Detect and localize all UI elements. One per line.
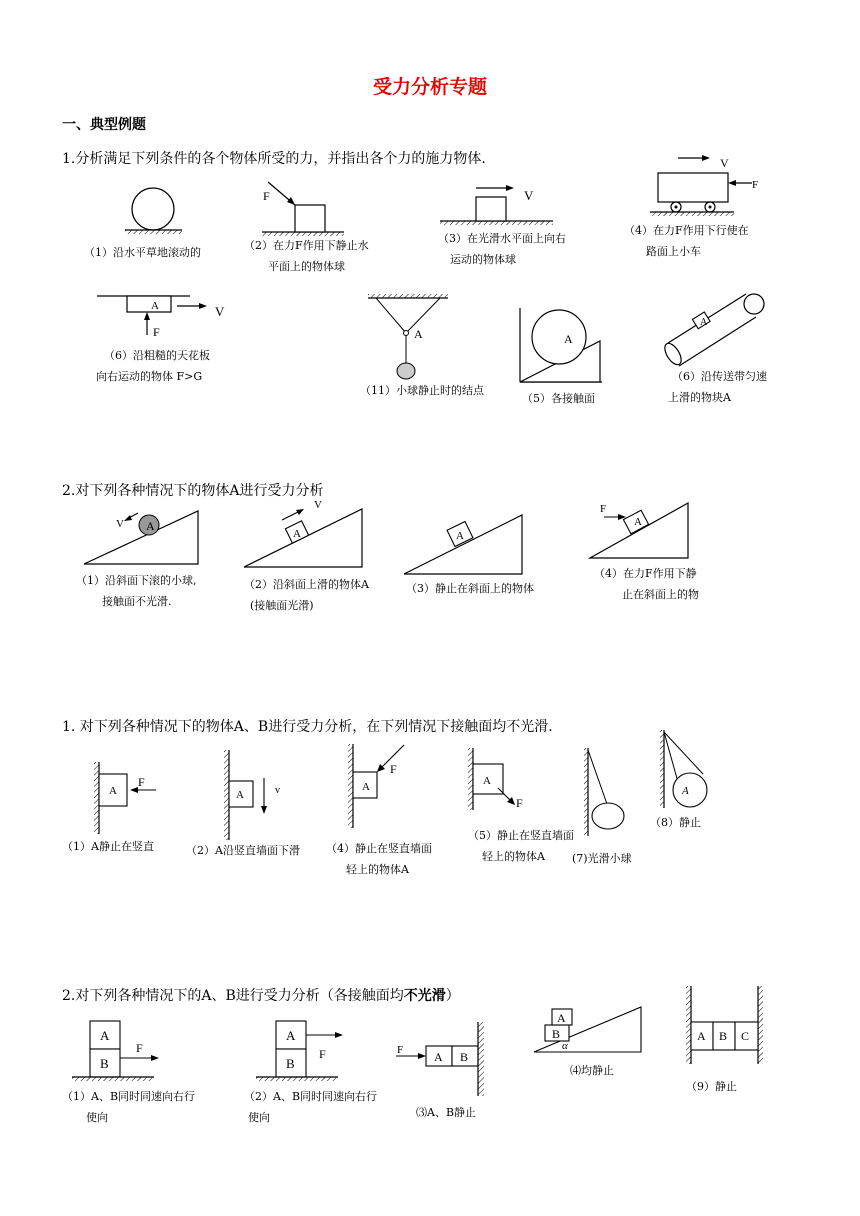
caption-q2-4: （4）在力F作用下静 止在斜面上的物 (594, 567, 699, 601)
svg-text:V: V (314, 499, 322, 511)
caption-q4-5: （9）静止 (686, 1080, 737, 1093)
conveyor-diagram (666, 290, 776, 372)
stacked-blocks-force-b-diagram (70, 1018, 180, 1086)
svg-text:F: F (138, 775, 145, 789)
page-title: 受力分析专题 (372, 76, 487, 98)
rolling-ball-diagram (120, 185, 190, 235)
hanging-ball-static-diagram (658, 728, 724, 810)
svg-text:A: A (456, 530, 464, 542)
hanging-ball-wall-diagram (582, 746, 632, 838)
rolling-ball-incline-diagram (82, 505, 202, 567)
section-heading: 一、典型例题 (62, 117, 146, 133)
svg-text:A: A (557, 1011, 566, 1025)
caption-q3-5: (7)光滑小球 (572, 852, 632, 865)
svg-text:V: V (720, 156, 729, 170)
svg-text:α: α (562, 1040, 568, 1052)
knot-diagram (364, 293, 454, 388)
caption-q1-2: （2）在力F作用下静止水 平面上的物体球 (244, 239, 369, 273)
caption-q1-1: （1）沿水平草地滚动的 (84, 246, 201, 259)
svg-text:F: F (752, 179, 759, 191)
sliding-block-incline-diagram (242, 495, 367, 570)
static-block-incline-diagram (402, 512, 524, 576)
caption-q4-1: （1）A、B同时同速向右行 使向 (62, 1090, 196, 1124)
svg-text:A: A (100, 1028, 110, 1043)
svg-text:F: F (600, 503, 607, 515)
svg-text:A: A (697, 1029, 706, 1043)
caption-q1-6: （11）小球静止时的结点 (360, 384, 484, 397)
velocity-label: V (524, 188, 534, 203)
svg-text:A: A (414, 327, 423, 341)
svg-text:B: B (100, 1056, 109, 1071)
caption-q1-8: （6）沿传送带匀速 上滑的物块A (668, 370, 767, 404)
caption-q4-2: （2）A、B同时同速向右行 使向 (244, 1090, 378, 1124)
force-block-incline-diagram (588, 500, 693, 560)
svg-text:B: B (552, 1027, 561, 1041)
blocks-on-incline-diagram (532, 1005, 644, 1057)
svg-text:V: V (116, 518, 124, 530)
ceiling-block-diagram (95, 290, 235, 340)
svg-text:A: A (236, 789, 244, 801)
svg-text:F: F (397, 1044, 404, 1056)
svg-text:A: A (362, 781, 370, 793)
svg-text:A: A (564, 332, 573, 346)
caption-q3-6: （8）静止 (650, 816, 701, 829)
svg-text:A: A (483, 775, 491, 787)
svg-text:F: F (153, 325, 160, 339)
caption-q2-1: （1）沿斜面下滚的小球, 接触面不光滑. (76, 574, 197, 608)
caption-q1-5: （6）沿粗糙的天花板 向右运动的物体 F>G (96, 349, 210, 383)
wall-block-force-diagram (92, 760, 172, 836)
wall-block-pushed-diagram (346, 742, 416, 830)
blocks-against-wall-diagram (394, 1020, 494, 1100)
caption-q4-3: ⑶A、B静止 (416, 1106, 477, 1119)
svg-text:F: F (319, 1047, 326, 1061)
caption-q3-4: （5）静止在竖直墙面 轻上的物体A (468, 829, 574, 863)
svg-text:F: F (136, 1041, 143, 1055)
svg-text:C: C (741, 1029, 750, 1043)
svg-text:A: A (293, 528, 301, 540)
stacked-blocks-force-a-diagram (254, 1018, 354, 1086)
caption-q1-7: （5）各接触面 (522, 392, 595, 405)
caption-q4-4: ⑷均静止 (570, 1064, 614, 1077)
caption-q3-2: （2）A沿竖直墙面下滑 (186, 844, 300, 857)
caption-q3-1: （1）A静止在竖直 (62, 840, 154, 853)
svg-text:A: A (434, 1050, 443, 1064)
wall-block-sliding-diagram (222, 748, 292, 842)
svg-text:A: A (109, 785, 117, 797)
svg-text:B: B (460, 1050, 469, 1064)
force-label: F (263, 189, 270, 203)
block-force-diagram (258, 178, 348, 238)
caption-q1-3: （3）在光滑水平面上向右 运动的物体球 (438, 232, 566, 266)
svg-text:B: B (286, 1056, 295, 1071)
question-2-text: 2.对下列各种情况下的物体A进行受力分析 (62, 483, 324, 499)
svg-text:B: B (719, 1029, 728, 1043)
ball-contact-diagram (516, 305, 606, 387)
svg-text:F: F (390, 762, 397, 776)
wall-block-pulled-diagram (466, 746, 536, 814)
svg-text:A: A (286, 1028, 296, 1043)
question-3-text: 1. 对下列各种情况下的物体A、B进行受力分析，在下列情况下接触面均不光滑. (62, 719, 553, 735)
svg-text:A: A (151, 300, 159, 312)
cart-diagram (648, 152, 768, 222)
caption-q3-3: （4）静止在竖直墙面 轻上的物体A (326, 842, 432, 876)
caption-q1-4: （4）在力F作用下行使在 路面上小车 (624, 224, 749, 258)
question-1-text: 1.分析满足下列条件的各个物体所受的力，并指出各个力的施力物体. (62, 151, 486, 167)
caption-q2-2: （2）沿斜面上滑的物体A (接触面光滑) (244, 578, 369, 612)
question-4-text: 2.对下列各种情况下的A、B进行受力分析（各接触面均不光滑） (62, 988, 460, 1004)
svg-text:A: A (682, 785, 689, 797)
svg-text:A: A (146, 519, 155, 533)
blocks-between-walls-diagram (684, 984, 768, 1068)
block-moving-diagram (438, 180, 558, 226)
svg-text:A: A (634, 516, 642, 528)
caption-q2-3: （3）静止在斜面上的物体 (406, 582, 534, 595)
svg-text:F: F (516, 796, 523, 810)
svg-text:V: V (215, 304, 225, 319)
svg-text:A: A (700, 317, 708, 328)
svg-text:v: v (275, 785, 280, 796)
